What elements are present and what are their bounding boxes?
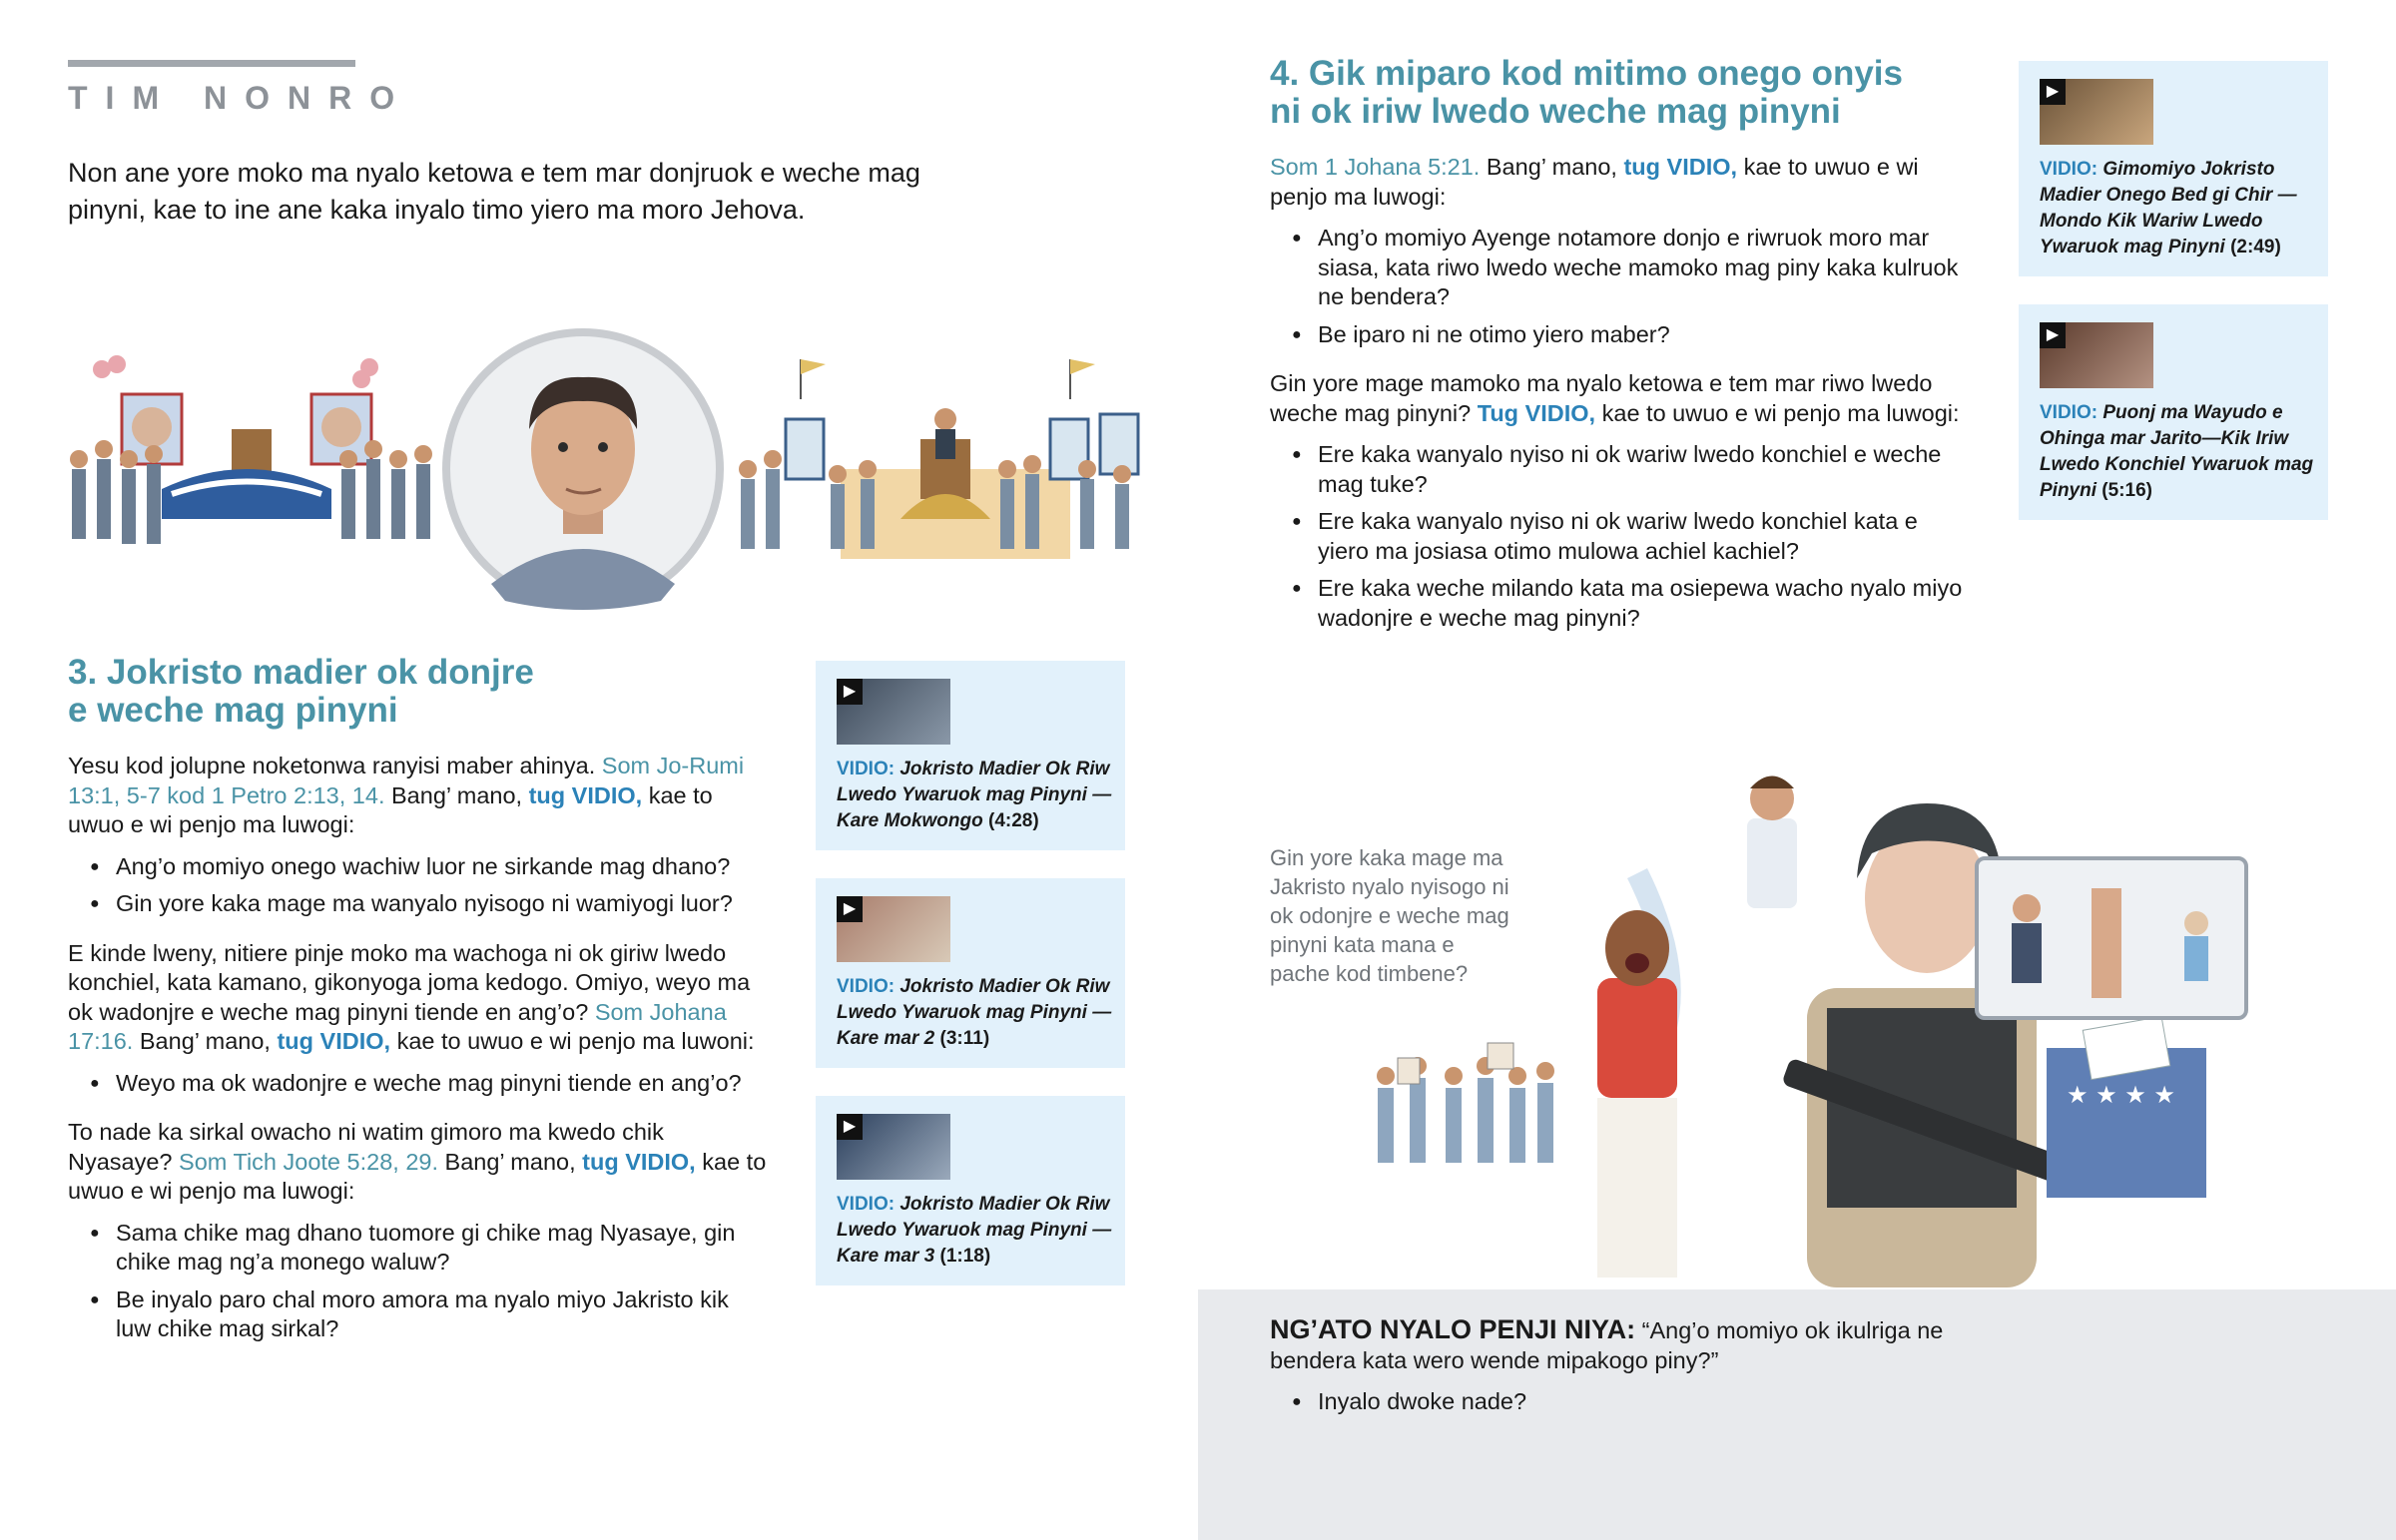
play-video-link[interactable]: Tug VIDIO, [1477, 399, 1596, 426]
video-caption: VIDIO: Jokristo Madier Ok Riw Lwedo Ywaruok mag Pinyni —Kare Mokwongo (4:28) [837, 759, 1112, 831]
illustration-caption: Gin yore kaka mage ma Jakristo nyalo nyisogo ni ok odonjre e weche mag pinyni kata mana e pache kod timbene? [1270, 845, 1509, 986]
video-thumbnail[interactable] [2040, 79, 2153, 145]
question-list-6 [1270, 1387, 2029, 1417]
play-icon: ▶ [2040, 79, 2066, 105]
question-list-3 [68, 1219, 767, 1344]
list-item: ● Ere kaka weche milando kata ma osiepewa wacho nyalo miyo wadonjre e weche mag pinyni? [1270, 574, 1969, 633]
video-card-1[interactable] [816, 661, 1125, 850]
list-item: ● Inyalo dwoke nade? [1270, 1387, 2029, 1417]
list-item: ● Be iparo ni ne otimo yiero maber? [1270, 320, 1969, 350]
list-item: ● Be inyalo paro chal moro amora ma nyalo miyo Jakristo kik luw chike mag sirkal? [68, 1285, 767, 1344]
question-text: NG’ATO NYALO PENJI NIYA: “Ang’o momiyo ok ikulriga ne bendera kata wero wende mipakogo piny?” [1270, 1314, 1944, 1373]
top-rule [68, 60, 355, 67]
play-icon: ▶ [837, 896, 863, 922]
flag-waving-man [1597, 868, 1681, 1278]
shouting-man [1747, 776, 1797, 909]
video-thumbnail[interactable] [837, 679, 950, 745]
video-caption: VIDIO: Gimomiyo Jokristo Madier Onego Bed gi Chir —Mondo Kik Wariw Lwedo Ywaruok mag Pinyni (2:49) [2040, 159, 2297, 257]
video-thumbnail[interactable] [2040, 322, 2153, 388]
section-3-paragraph-1: Yesu kod jolupne noketonwa ranyisi maber ahinya. Som Jo-Rumi 13:1, 5-7 kod 1 Petro 2:13, 14. Bang’ mano, tug VIDIO, kae to uwuo e wi penjo ma luwogi: [68, 753, 745, 837]
video-thumbnail[interactable] [837, 896, 950, 962]
question-list-5 [1270, 440, 1969, 633]
campaign-tv [1977, 858, 2246, 1018]
play-video-link[interactable]: tug VIDIO, [277, 1028, 391, 1054]
right-rally-crowd [739, 359, 1138, 559]
play-icon: ▶ [837, 679, 863, 705]
video-card-4[interactable] [2019, 61, 2328, 276]
list-item: ● Ere kaka wanyalo nyiso ni ok wariw lwedo konchiel e weche mag tuke? [1270, 440, 1969, 499]
scripture-link[interactable]: Som Tich Joote 5:28, 29. [179, 1148, 438, 1175]
section-3-title: 3. Jokristo madier ok donjre e weche mag pinyni [68, 653, 534, 730]
question-list-4 [1270, 224, 1969, 349]
left-rally-crowd [70, 355, 432, 544]
list-item: ● Sama chike mag dhano tuomore gi chike mag Nyasaye, gin chike mag ng’a monego waluw? [68, 1219, 767, 1278]
neutrality-illustration [1348, 759, 2316, 1289]
section-4-title: 4. Gik miparo kod mitimo onego onyis ni ok iriw lwedo weche mag pinyni [1270, 54, 1903, 131]
video-card-2[interactable] [816, 878, 1125, 1068]
play-video-link[interactable]: tug VIDIO, [528, 781, 643, 808]
video-caption: VIDIO: Jokristo Madier Ok Riw Lwedo Ywaruok mag Pinyni —Kare mar 2 (3:11) [837, 976, 1112, 1049]
svg-text:★ ★ ★ ★: ★ ★ ★ ★ [2067, 1081, 2175, 1109]
video-caption: VIDIO: Jokristo Madier Ok Riw Lwedo Ywaruok mag Pinyni —Kare mar 3 (1:18) [837, 1194, 1112, 1267]
list-item: ● Ang’o momiyo onego wachiw luor ne sirkande mag dhano? [68, 852, 767, 882]
play-icon: ▶ [837, 1114, 863, 1140]
ballot-box [2047, 1016, 2206, 1198]
intro-text: Non ane yore moko ma nyalo ketowa e tem mar donjruok e weche mag pinyni, kae to ine ane kaka inyalo timo yiero ma moro Jehova. [68, 158, 920, 225]
question-label: NG’ATO NYALO PENJI NIYA: [1270, 1314, 1636, 1344]
scripture-link[interactable]: Som 1 Johana 5:21. [1270, 154, 1481, 180]
scripture-link[interactable]: Som Jo-Rumi 13:1, 5-7 kod 1 Petro 2:13, 14. [68, 753, 745, 808]
section-4-paragraph-2: Gin yore mage mamoko ma nyalo ketowa e tem mar riwo lwedo weche mag pinyni? Tug VIDIO, kae to uwuo e wi penjo ma luwogi: [1270, 370, 1960, 426]
section-kicker: TIM NONRO [68, 80, 413, 116]
section-4 [1270, 55, 1969, 641]
video-card-3[interactable] [816, 1096, 1125, 1285]
section-3-paragraph-3: To nade ka sirkal owacho ni watim gimoro ma kwedo chik Nyasaye? Som Tich Joote 5:28, 29. Bang’ mano, tug VIDIO, kae to uwuo e wi penjo ma luwogi: [68, 1119, 767, 1204]
play-video-link[interactable]: tug VIDIO, [582, 1148, 696, 1175]
video-caption: VIDIO: Puonj ma Wayudo e Ohinga mar Jarito—Kik Iriw Lwedo Konchiel Ywaruok mag Pinyni (5:16) [2040, 402, 2314, 501]
protesters [1377, 1043, 1554, 1163]
section-3 [68, 654, 767, 1352]
question-box [1270, 1315, 2029, 1425]
politician-portrait [446, 332, 720, 610]
list-item: ● Weyo ma ok wadonjre e weche mag pinyni tiende en ang’o? [68, 1069, 767, 1099]
video-card-5[interactable] [2019, 304, 2328, 520]
play-icon: ▶ [2040, 322, 2066, 348]
list-item: ● Ang’o momiyo Ayenge notamore donjo e riwruok moro mar siasa, kata riwo lwedo weche mamoko mag piny kaka kulruok ne bendera? [1270, 224, 1969, 312]
section-4-paragraph-1: Som 1 Johana 5:21. Bang’ mano, tug VIDIO, kae to uwuo e wi penjo ma luwogi: [1270, 154, 1919, 210]
question-list-2 [68, 1069, 767, 1099]
question-list-1 [68, 852, 767, 919]
rally-illustration [62, 319, 1160, 619]
play-video-link[interactable]: tug VIDIO, [1623, 154, 1738, 180]
list-item: ● Ere kaka wanyalo nyiso ni ok wariw lwedo konchiel kata e yiero ma josiasa otimo mulowa achiel kachiel? [1270, 507, 1969, 566]
scripture-link[interactable]: Som Johana 17:16. [68, 998, 727, 1054]
section-3-paragraph-2: E kinde lweny, nitiere pinje moko ma wachoga ni ok giriw lwedo konchiel, kata kamano, gikonyoga joma kedogo. Omiyo, weyo ma ok wadonjre e weche mag pinyni tiende en ang’o? Som Johana 17:16. Bang’ mano, tug VIDIO, kae to uwuo e wi penjo ma luwoni: [68, 939, 755, 1054]
list-item: ● Gin yore kaka mage ma wanyalo nyisogo ni wamiyogi luor? [68, 889, 767, 919]
video-thumbnail[interactable] [837, 1114, 950, 1180]
